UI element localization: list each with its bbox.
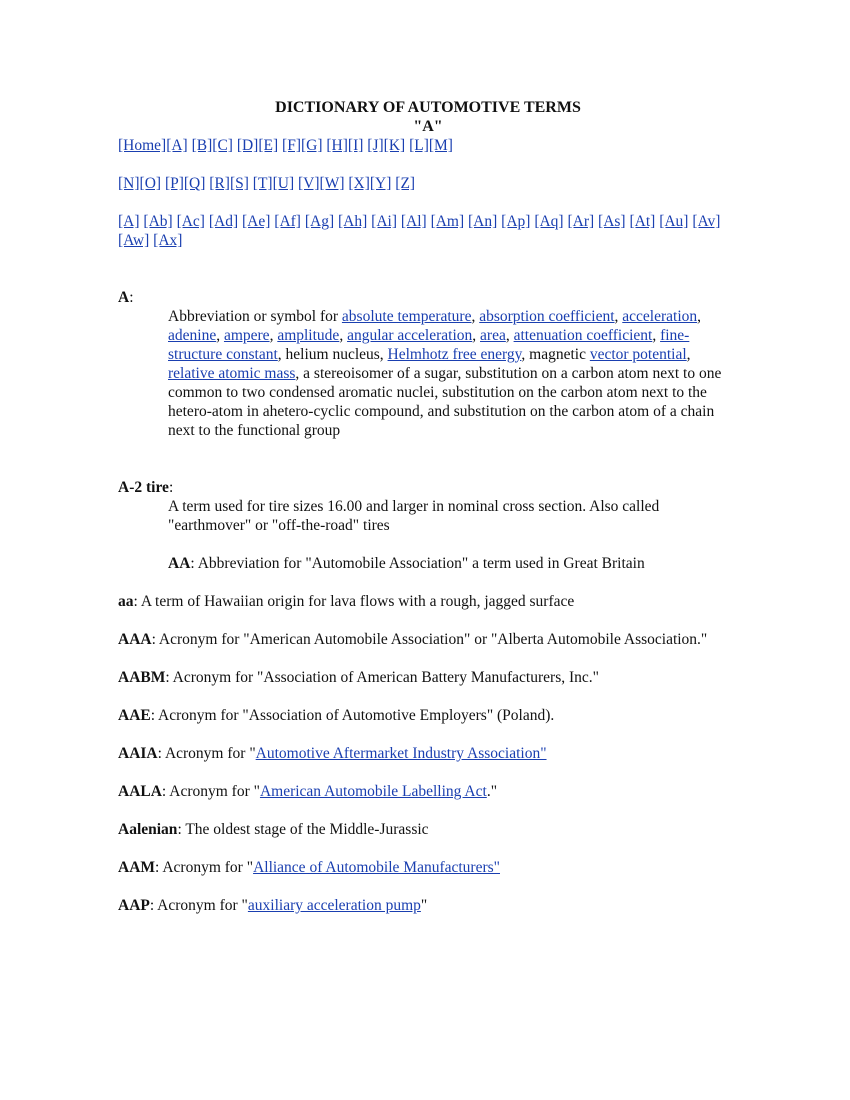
- entry-aabm: [118, 668, 738, 687]
- term-link-absolute-temperature[interactable]: absolute temperature: [341, 308, 472, 325]
- nav-link-f[interactable]: [F]: [282, 137, 301, 154]
- entry-term: AAM: [118, 859, 156, 876]
- entry-term: AALA: [118, 783, 162, 800]
- entry-aam: AAM: Acronym for "Alliance of Automobile Manufacturers": [118, 859, 500, 876]
- subnav-link-ax[interactable]: [Ax]: [153, 232, 183, 249]
- entry-definition: : Abbreviation for "Automobile Association" a term used in Great Britain: [190, 555, 645, 572]
- nav-link-m[interactable]: [M]: [428, 137, 453, 154]
- entry-term: A-2 tire: [118, 479, 169, 496]
- term-link-relative-atomic-mass[interactable]: relative atomic mass: [168, 365, 296, 382]
- aala-link[interactable]: American Automobile Labelling Act: [259, 783, 487, 800]
- term-link-area[interactable]: area: [480, 327, 506, 344]
- subnav-link-al[interactable]: [Al]: [400, 213, 427, 230]
- entry-term: AAA: [118, 631, 152, 648]
- nav-link-e[interactable]: [E]: [258, 137, 279, 154]
- subnav-link-am[interactable]: [Am]: [430, 213, 465, 230]
- nav-link-v[interactable]: [V]: [298, 175, 320, 192]
- subnav-link-a[interactable]: [A]: [118, 213, 140, 230]
- subnav-link-ac[interactable]: [Ac]: [176, 213, 205, 230]
- nav-link-w[interactable]: [W]: [319, 175, 345, 192]
- nav-link-home[interactable]: [Home]: [118, 137, 167, 154]
- nav-link-y[interactable]: [Y]: [369, 175, 392, 192]
- term-link-ampere[interactable]: ampere: [223, 327, 270, 344]
- entry-definition: : The oldest stage of the Middle-Jurassic: [177, 821, 429, 838]
- nav-link-a[interactable]: [A]: [166, 137, 188, 154]
- document-page: [118, 98, 738, 934]
- entry-aa-lower: [118, 592, 738, 611]
- nav-link-p[interactable]: [P]: [164, 175, 184, 192]
- term-link-acceleration[interactable]: acceleration: [622, 308, 698, 325]
- term-link-vector-potential[interactable]: vector potential: [589, 346, 687, 363]
- entry-definition: Abbreviation or symbol for absolute temperature, absorption coefficient, acceleration, adenine, ampere, amplitude, angular acceleration, area, attenuation coefficient, fine-structure constant, helium nucleus, Helmhotz free energy, magnetic vector potential, relative atomic mass, a stereoisomer of a sugar, substitution on a carbon atom next to one common to two condensed aromatic nuclei, substitution on the carbon atom next to the hetero-atom in ahetero-cyclic compound, and substitution on the carbon atom of a chain next to the functional group: [168, 308, 722, 439]
- page-title: DICTIONARY OF AUTOMOTIVE TERMS: [275, 99, 581, 116]
- entry-definition: : Acronym for "Association of Automotive Employers" (Poland).: [150, 707, 555, 724]
- subnav-link-aq[interactable]: [Aq]: [534, 213, 564, 230]
- subnav-link-at[interactable]: [At]: [629, 213, 656, 230]
- entry-term: AA: [168, 555, 191, 572]
- entry-definition: A term used for tire sizes 16.00 and larger in nominal cross section. Also called "earthmover" or "off-the-road" tires AA: Abbreviation for "Automobile Association" a term used in Great Britain: [168, 498, 660, 572]
- subnav-link-ad[interactable]: [Ad]: [208, 213, 239, 230]
- term-link-helmhotz-free-energy[interactable]: Helmhotz free energy: [387, 346, 522, 363]
- letter-nav-row-2: [118, 174, 738, 193]
- nav-link-x[interactable]: [X]: [348, 175, 370, 192]
- subnav-link-af[interactable]: [Af]: [274, 213, 301, 230]
- nav-link-z[interactable]: [Z]: [395, 175, 416, 192]
- term-link-amplitude[interactable]: amplitude: [277, 327, 340, 344]
- aam-link[interactable]: Alliance of Automobile Manufacturers": [253, 859, 500, 876]
- nav-link-q[interactable]: [Q]: [183, 175, 206, 192]
- subnav-link-ag[interactable]: [Ag]: [304, 213, 335, 230]
- sub-letter-nav: [118, 212, 738, 250]
- nav-link-h[interactable]: [H]: [326, 137, 348, 154]
- entry-definition: : Acronym for "Association of American Battery Manufacturers, Inc.": [165, 669, 599, 686]
- nav-link-k[interactable]: [K]: [383, 137, 406, 154]
- term-link-adenine[interactable]: adenine: [168, 327, 217, 344]
- subnav-link-ab[interactable]: [Ab]: [143, 213, 173, 230]
- entry-term: Aalenian: [118, 821, 178, 838]
- nav-link-l[interactable]: [L]: [409, 137, 429, 154]
- subnav-link-av[interactable]: [Av]: [692, 213, 721, 230]
- entry-term: AAE: [118, 707, 151, 724]
- nav-link-r[interactable]: [R]: [209, 175, 230, 192]
- entry-a: A: Abbreviation or symbol for absolute temperature, absorption coefficient, acceleration, adenine, ampere, amplitude, angular acceleration, area, attenuation coefficient, fine-structure constant, helium nucleus, Helmhotz free energy, magnetic vector potential, relative atomic mass, a stereoisomer of a sugar, substitution on a carbon atom next to one common to two condensed aromatic nuclei, substitution on the carbon atom next to the hetero-atom in ahetero-cyclic compound, and substitution on the carbon atom of a chain next to the functional group: [118, 288, 738, 440]
- entry-definition: : Acronym for "American Automobile Association" or "Alberta Automobile Association.": [151, 631, 708, 648]
- term-link-fine-structure-constant[interactable]: fine-structure constant: [168, 327, 690, 363]
- entry-term: AAIA: [118, 745, 158, 762]
- nav-link-j[interactable]: [J]: [367, 137, 384, 154]
- entry-term: AAP: [118, 897, 150, 914]
- term-link-attenuation-coefficient[interactable]: attenuation coefficient: [513, 327, 653, 344]
- aap-link[interactable]: auxiliary acceleration pump: [247, 897, 421, 914]
- nav-link-s[interactable]: [S]: [229, 175, 249, 192]
- subnav-link-ah[interactable]: [Ah]: [338, 213, 368, 230]
- entry-aap: AAP: Acronym for "auxiliary acceleration pump": [118, 897, 428, 914]
- entry-term: AABM: [118, 669, 166, 686]
- entry-aalenian: [118, 820, 738, 839]
- aaia-link[interactable]: Automotive Aftermarket Industry Association": [255, 745, 547, 762]
- entry-term: aa: [118, 593, 134, 610]
- nav-link-n[interactable]: [N]: [118, 175, 140, 192]
- page-subtitle: "A": [413, 118, 443, 135]
- term-link-angular-acceleration[interactable]: angular acceleration: [347, 327, 473, 344]
- entry-aaa: [118, 630, 738, 649]
- term-link-absorption-coefficient[interactable]: absorption coefficient: [479, 308, 615, 325]
- entry-aala: AALA: Acronym for "American Automobile Labelling Act.": [118, 783, 498, 800]
- entry-aae: [118, 706, 738, 725]
- subnav-link-ae[interactable]: [Ae]: [242, 213, 271, 230]
- entry-aaia: AAIA: Acronym for "Automotive Aftermarket Industry Association": [118, 745, 547, 762]
- subnav-link-ar[interactable]: [Ar]: [567, 213, 595, 230]
- entry-term: A: [118, 289, 130, 306]
- nav-link-u[interactable]: [U]: [272, 175, 295, 192]
- subnav-link-ai[interactable]: [Ai]: [371, 213, 397, 230]
- subnav-link-an[interactable]: [An]: [468, 213, 498, 230]
- nav-link-o[interactable]: [O]: [139, 175, 162, 192]
- letter-nav-row-1: [118, 136, 738, 155]
- nav-link-t[interactable]: [T]: [252, 175, 273, 192]
- nav-link-i[interactable]: [I]: [347, 137, 364, 154]
- entry-a-2-tire: A-2 tire: A term used for tire sizes 16.00 and larger in nominal cross section. Also called "earthmover" or "off-the-road" tires AA: Abbreviation for "Automobile Association" a term used in Great Britain: [118, 478, 738, 573]
- subnav-link-aw[interactable]: [Aw]: [118, 232, 150, 249]
- nav-link-d[interactable]: [D]: [236, 137, 259, 154]
- subnav-link-ap[interactable]: [Ap]: [501, 213, 531, 230]
- subnav-link-as[interactable]: [As]: [598, 213, 626, 230]
- nav-link-b[interactable]: [B]: [191, 137, 213, 154]
- nav-link-c[interactable]: [C]: [212, 137, 233, 154]
- nav-link-g[interactable]: [G]: [300, 137, 323, 154]
- entry-definition: : A term of Hawaiian origin for lava flows with a rough, jagged surface: [133, 593, 575, 610]
- subnav-link-au[interactable]: [Au]: [659, 213, 689, 230]
